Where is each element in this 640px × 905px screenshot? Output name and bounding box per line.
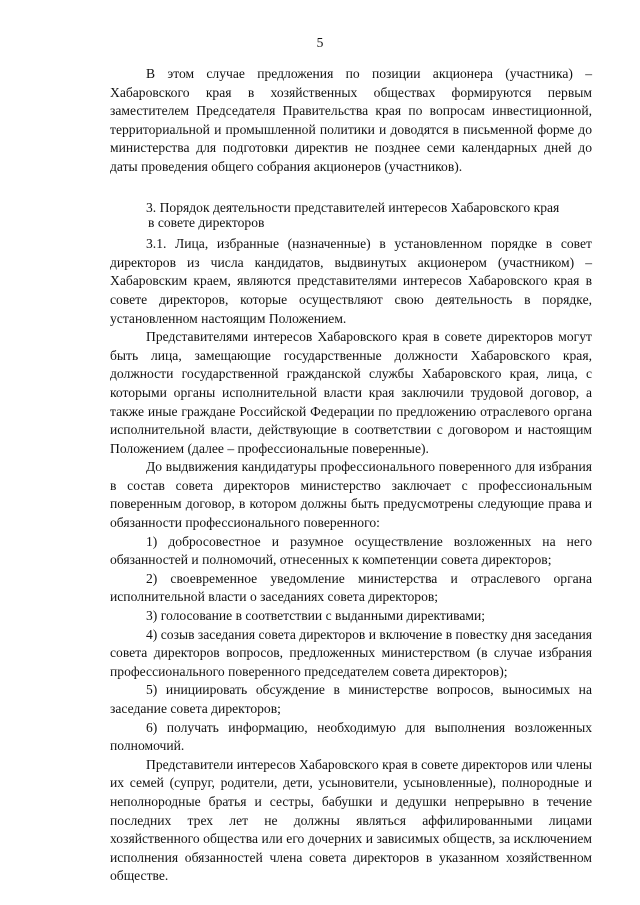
list-item: 2) своевременное уведомление министерства и отраслевого органа исполнительной власти о заседаниях совета директоров; (110, 570, 592, 605)
section-heading-line-2: в совете директоров (148, 215, 265, 231)
document-body (110, 65, 592, 886)
list-item: 4) созыв заседания совета директоров и включение в повестку дня заседания совета директоров вопросов, предложенных министерством (в случае избрания профессионального поверенного председателем совета директоров); (110, 626, 592, 679)
paragraph: Представители интересов Хабаровского края в совете директоров или члены их семей (супруг, родители, дети, усыновители, усыновленные), полнородные и неполнородные братья и сестры, бабушки и дедушки непрерывно в течение последних трех лет не должны являться аффилированными лицами хозяйственного общества или его дочерних и зависимых обществ, за исключением исполнения обязанностей члена совета директоров в указанном хозяйственном обществе. (110, 756, 592, 884)
paragraph: В этом случае предложения по позиции акционера (участника) – Хабаровского края в хозяйственных обществах формируются первым заместителем Председателя Правительства края по вопросам инвестиционной, территориальной и промышленной политики и доводятся в письменной форме до министерства для подготовки директив не позднее семи календарных дней до даты проведения общего собрания акционеров (участников). (110, 66, 592, 174)
page-number: 5 (316, 35, 324, 50)
list-item: 1) добросовестное и разумное осуществление возложенных на него обязанностей и полномочий, отнесенных к компетенции совета директоров; (110, 533, 592, 568)
list-item: 3) голосование в соответствии с выданными директивами; (146, 608, 486, 624)
section-heading (110, 199, 592, 230)
list-item: 6) получать информацию, необходимую для выполнения возложенных полномочий. (110, 719, 592, 754)
paragraph: Представителями интересов Хабаровского края в совете директоров могут быть лица, замещающие государственные должности Хабаровского края, должности государственной гражданской службы Хабаровского края, лица, с которыми органы исполнительной власти края заключили трудовой договор, а также иные граждане Российской Федерации по предложению отраслевого органа исполнительной власти, действующие в соответствии с договором и настоящим Положением (далее – профессиональные поверенные). (110, 329, 592, 456)
list-item: 5) инициировать обсуждение в министерстве вопросов, выносимых на заседание совета директоров; (110, 682, 592, 716)
paragraph: 3.1. Лица, избранные (назначенные) в установленном порядке в совет директоров из числа кандидатов, выдвинутых акционером (участником) – Хабаровским краем, являются представителями интересов Хабаровского края в совете директоров, которые осуществляют свою деятельность в порядке, установленном настоящим Положением. (110, 236, 592, 326)
paragraph: До выдвижения кандидатуры профессионального поверенного для избрания в состав совета директоров министерство заключает с профессиональным поверенным договор, в котором должны быть предусмотрены следующие права и обязанности профессионального поверенного: (110, 459, 592, 531)
section-heading-line-1: 3. Порядок деятельности представителей интересов Хабаровского края (146, 199, 560, 215)
